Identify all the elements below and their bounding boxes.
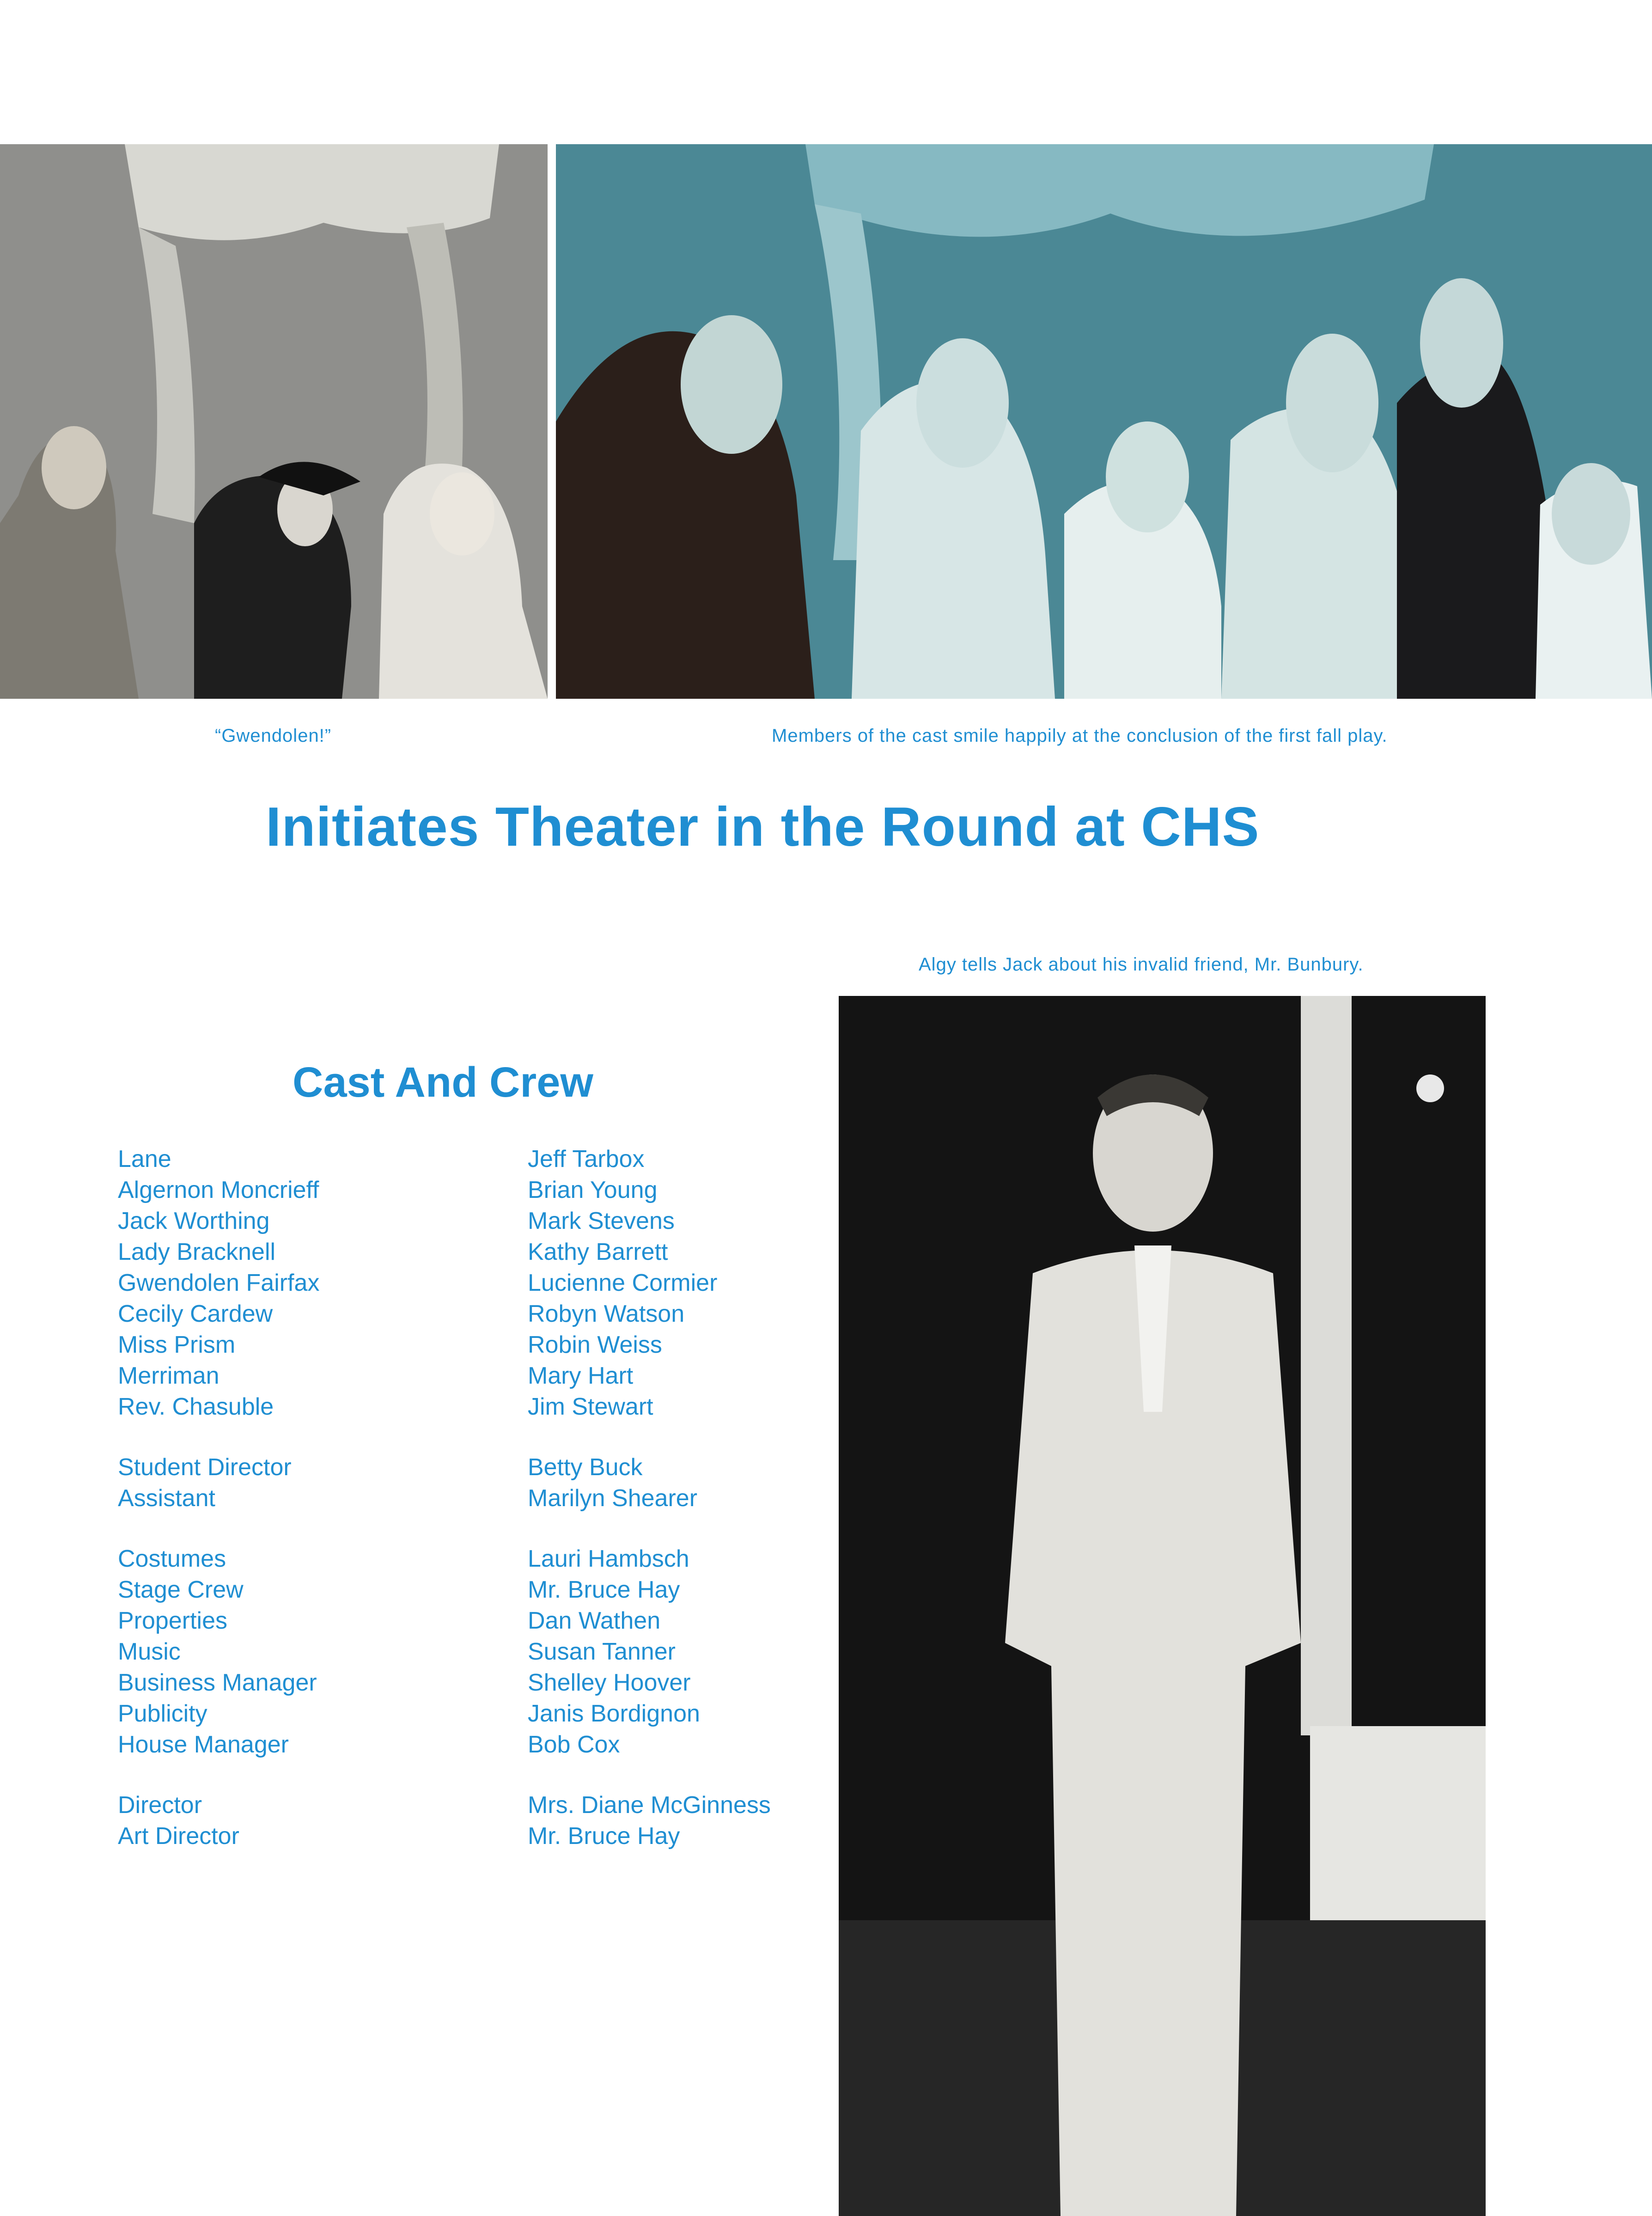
page-headline: Initiates Theater in the Round at CHS — [266, 796, 1260, 858]
credits-roles-column — [118, 1144, 319, 1852]
credit-name: Lauri Hambsch — [528, 1545, 689, 1572]
credit-name: Jeff Tarbox — [528, 1146, 645, 1172]
credit-name: Dan Wathen — [528, 1607, 661, 1634]
credit-name: Betty Buck — [528, 1454, 643, 1481]
credit-role: Cecily Cardew — [118, 1300, 273, 1327]
credit-role: Publicity — [118, 1700, 207, 1727]
credit-name: Mrs. Diane McGinness — [528, 1792, 771, 1819]
credit-role: Director — [118, 1792, 202, 1819]
credit-name: Jim Stewart — [528, 1393, 653, 1420]
credit-name: Lucienne Cormier — [528, 1270, 718, 1296]
credit-role: Lane — [118, 1146, 171, 1172]
credit-name: Kathy Barrett — [528, 1239, 668, 1265]
credits-names-column — [528, 1144, 771, 1852]
credit-role: Assistant — [118, 1485, 215, 1512]
credit-role: Rev. Chasuble — [118, 1393, 274, 1420]
credit-role: Lady Bracknell — [118, 1239, 276, 1265]
credit-name: Robin Weiss — [528, 1331, 662, 1358]
credit-role: Stage Crew — [118, 1576, 244, 1603]
credit-role: Jack Worthing — [118, 1208, 270, 1234]
caption-gwendolen: “Gwendolen!” — [215, 726, 332, 746]
credit-role: Music — [118, 1638, 181, 1665]
credit-role: Properties — [118, 1607, 227, 1634]
credit-name: Mr. Bruce Hay — [528, 1823, 680, 1850]
credit-name: Robyn Watson — [528, 1300, 685, 1327]
credit-role: Gwendolen Fairfax — [118, 1270, 320, 1296]
credit-name: Marilyn Shearer — [528, 1485, 698, 1512]
credit-name: Janis Bordignon — [528, 1700, 700, 1727]
credit-role: Miss Prism — [118, 1331, 236, 1358]
credit-name: Bob Cox — [528, 1731, 620, 1758]
credit-role: Algernon Moncrieff — [118, 1177, 319, 1203]
credit-role: Merriman — [118, 1362, 219, 1389]
credit-role: Student Director — [118, 1454, 292, 1481]
credit-name: Mary Hart — [528, 1362, 634, 1389]
caption-algy-jack: Algy tells Jack about his invalid friend, Mr. Bunbury. — [919, 954, 1364, 975]
photo-algy-on-stage — [839, 996, 1486, 2216]
credit-name: Shelley Hoover — [528, 1669, 691, 1696]
credit-name: Mark Stevens — [528, 1208, 675, 1234]
cast-and-crew-heading: Cast And Crew — [293, 1059, 593, 1106]
credit-role: Costumes — [118, 1545, 226, 1572]
credit-name: Susan Tanner — [528, 1638, 676, 1665]
credit-role: Business Manager — [118, 1669, 317, 1696]
credit-name: Mr. Bruce Hay — [528, 1576, 680, 1603]
credit-role: House Manager — [118, 1731, 289, 1758]
photo-gwendolen-scene — [0, 144, 548, 699]
credit-name: Brian Young — [528, 1177, 658, 1203]
credit-role: Art Director — [118, 1823, 239, 1850]
caption-cast-smiling: Members of the cast smile happily at the conclusion of the first fall play. — [772, 726, 1388, 746]
photo-cast-smiling — [556, 144, 1652, 699]
